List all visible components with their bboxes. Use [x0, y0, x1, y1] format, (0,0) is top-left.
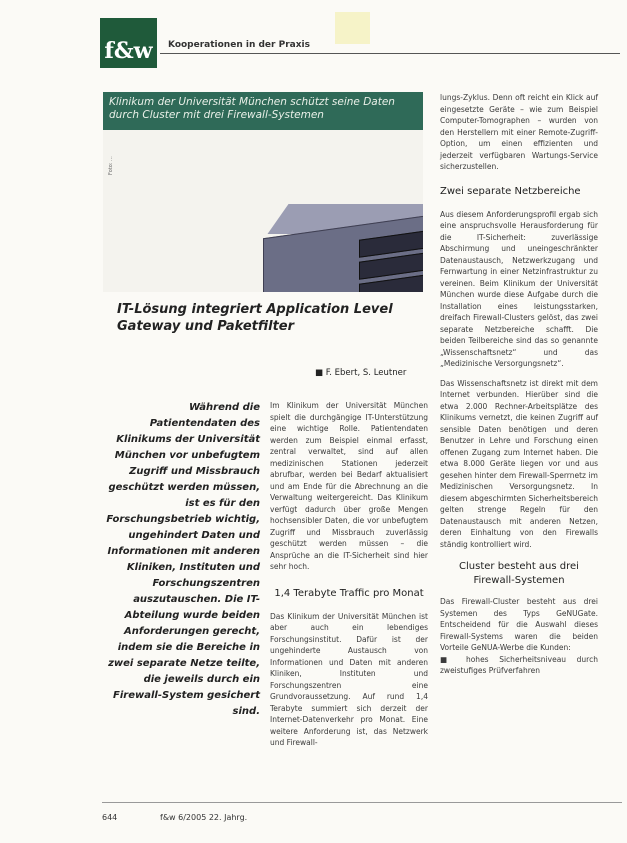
photo-title-band — [103, 92, 423, 130]
article-authors: ■ F. Ebert, S. Leutner — [315, 368, 407, 378]
paragraph: Das Wissenschaftsnetz ist direkt mit dem Internet verbunden. Hierüber sind die etwa 2.000 Rechner-Arbeitsplätze des Klinikums vernetzt, die keinen Zugriff auf sensible Daten benötigen und deren Benutzer in Lehre und Forschung einen offenen Zugang zum Internet haben. Die etwa 8.000 Geräte liegen vor und aus gesehen hinter dem Firewall-Sperrnetz im Medizinischen Versorgungsnetz. In diesem abgeschirmten Sicherheitsbereich gelten strenge Regeln für den Datenaustausch mit anderen Netzen, deren Einhaltung von den Firewalls ständig kontrolliert wird. — [440, 378, 598, 549]
bullet-item: ■ hohes Sicherheitsniveau durch zweistufiges Prüfverfahren — [440, 654, 598, 675]
paragraph: Das Firewall-Cluster besteht aus drei Systemen des Typs GeNUGate. Entscheidend für die Auswahl dieses Firewall-Systems waren die beiden Vorteile GeNUA-Werbe die Kunden: — [440, 597, 598, 652]
subheading: 1,4 Terabyte Traffic pro Monat — [274, 587, 424, 599]
body-column-1 — [270, 400, 428, 749]
paragraph: lungs-Zyklus. Denn oft reicht ein Klick auf eingesetzte Geräte – wie zum Beispiel Computer-Tomographen – wurden von den Herstellern mit einer Remote-Zugriff-Option, um einen effizienten und jederzeit verfügbaren Wartungs-Service sicherzustellen. — [440, 93, 598, 171]
subheading: Zwei separate Netzbereiche — [440, 185, 581, 197]
paragraph: Aus diesem Anforderungsprofil ergab sich eine anspruchsvolle Herausforderung für die IT-Sicherheit: zuverlässige Abschirmung und uneingeschränkter Datenaustausch, Netzwerkzugang und Fernwartung in einer Netzinfrastruktur zu vereinen. Beim Klinikum der Universität München wurde diese Aufgabe durch die Installation eines leistungsstarken, dreifach Firewall-Clusters gelöst, das zwei separate Netzbereiche schafft. Die beiden Teilbereiche sind das so genannte „Wissenschaftsnetz“ und das „Medizinische Versorgungsnetz“. — [440, 209, 598, 368]
photo-credit: Foto: ... — [108, 156, 114, 175]
header-rule — [160, 53, 620, 54]
article-photo — [103, 92, 423, 292]
authors-text: F. Ebert, S. Leutner — [325, 368, 407, 378]
section-header: Kooperationen in der Praxis — [168, 40, 310, 50]
journal-issue: f&w 6/2005 22. Jahrg. — [160, 813, 248, 822]
paragraph: Das Klinikum der Universität München ist aber auch ein lebendiges Forschungsinstitut. Dafür ist der ungehinderte Austausch von Informationen und Daten mit anderen Kliniken, Instituten und Forschungszentren eine Grundvoraussetzung. Auf rund 1,4 Terabyte summiert sich derzeit der Internet-Datenverkehr pro Monat. Eine weitere Anforderung ist, das Netzwerk und Firewall- — [270, 611, 428, 747]
photo-caption-title: Klinikum der Universität München schützt seine Daten durch Cluster mit drei Firewall-Systemen — [109, 96, 395, 121]
page-number: 644 — [102, 813, 118, 822]
logo-text: f&w — [104, 38, 153, 64]
sticky-note-mark — [335, 12, 370, 44]
paragraph: Im Klinikum der Universität München spielt die durchgängige IT-Unterstützung eine wichtige Rolle. Patientendaten werden zum Beispiel einmal erfasst, zentral verwaltet, sind auf allen medizinischen Stationen jederzeit abrufbar, werden bei Bedarf aktualisiert und am Ende für die Abrechnung an die Verwaltung weitergereicht. Das Klinikum verfügt dadurch über große Mengen hochsensibler Daten, die vor unbefugtem Zugriff und Missbrauch zuverlässig geschützt werden müssen – die Ansprüche an die IT-Sicherheit sind hier sehr hoch. — [270, 401, 428, 571]
article-title: IT-Lösung integriert Application Level Gateway und Paketfilter — [117, 302, 393, 334]
journal-logo — [100, 18, 157, 68]
body-column-2 — [440, 92, 598, 677]
footer-rule — [102, 802, 622, 803]
bullet-text: hohes Sicherheitsniveau durch zweistufiges Prüfverfahren — [440, 654, 598, 675]
subheading: Cluster besteht aus drei Firewall-Systemen — [459, 561, 579, 586]
article-lead: Während die Patientendaten des Klinikums der Universität München vor unbefugtem Zugriff und Missbrauch geschützt werden müssen, ist es für den Forschungsbetrieb wichtig, ungehindert Daten und Informationen mit anderen Kliniken, Instituten und Forschungszentren auszutauschen. Die IT-Abteilung wurde beiden Anforderungen gerecht, indem sie die Bereiche in zwei separate Netze teilte, die jeweils durch ein Firewall-System gesichert sind. — [106, 402, 260, 717]
